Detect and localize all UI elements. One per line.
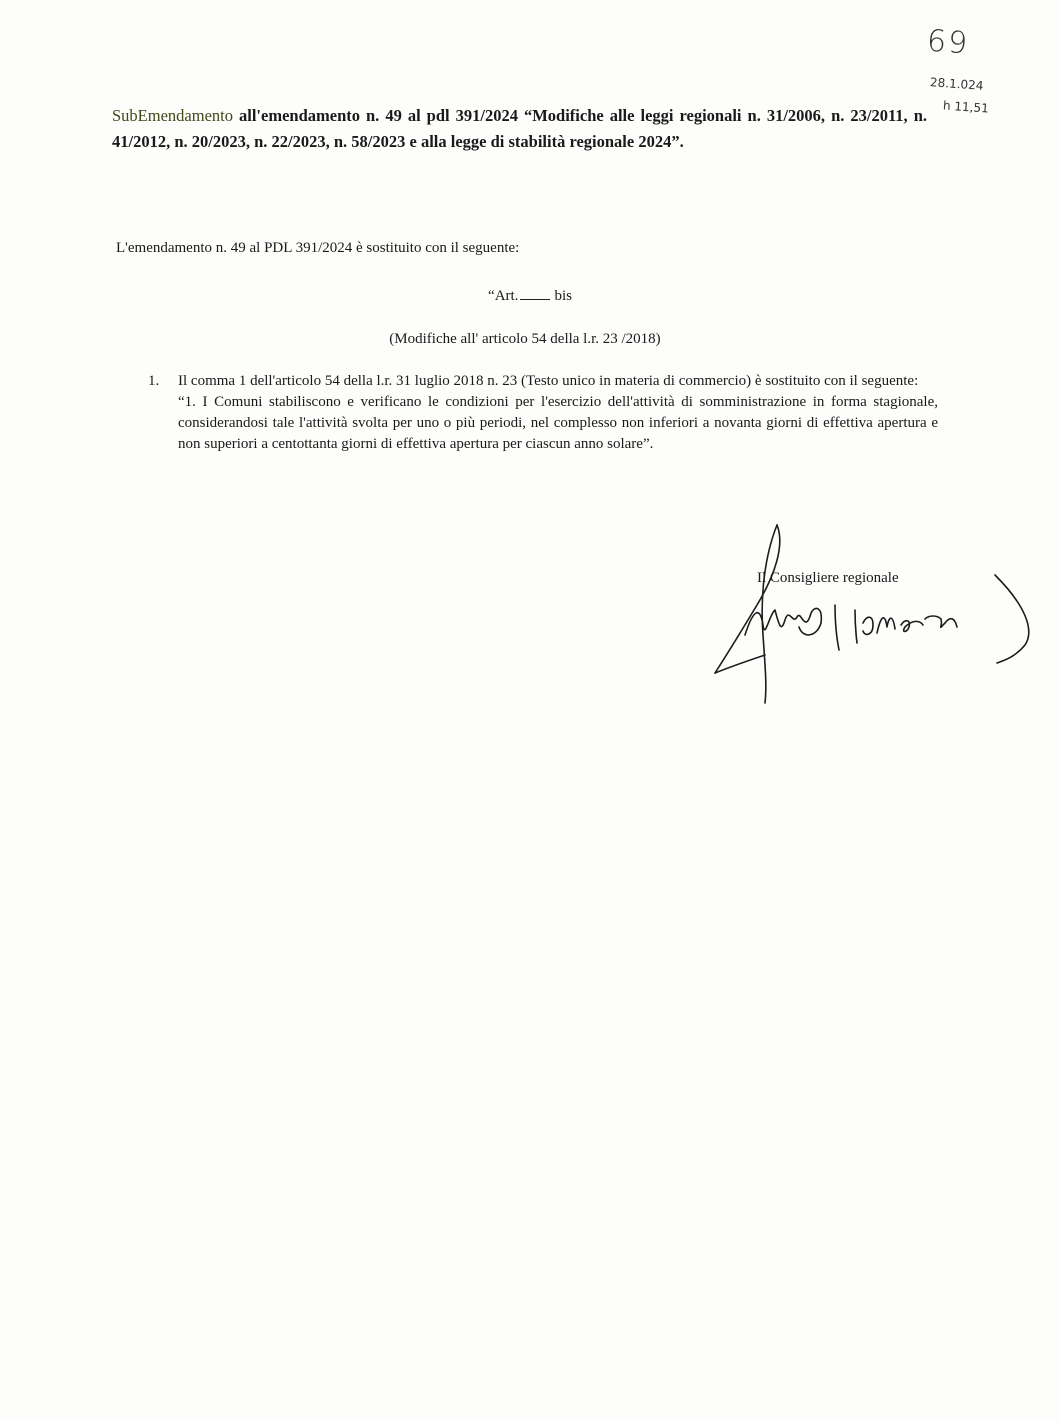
title-highlight: SubEmendamento: [112, 106, 233, 125]
handwritten-signature: [705, 515, 1045, 710]
article-heading: [0, 287, 1060, 305]
intro-paragraph: L'emendamento n. 49 al PDL 391/2024 è sostituito con il seguente:: [116, 240, 520, 256]
article-prefix: “Art.: [488, 288, 519, 304]
list-item-number: 1.: [148, 373, 160, 389]
list-item-quote: “1. I Comuni stabiliscono e verificano le condizioni per l'esercizio dell'attività di somministrazione in forma stagionale, considerandosi tale l'attività svolta per uno o più periodi, nel complesso non inferiori a novanta giorni di effettiva apertura e non superiori a centottanta giorni di effettiva apertura per ciascun anno solare”.: [178, 394, 938, 452]
article-subheading: (Modifiche all' articolo 54 della l.r. 23 /2018): [389, 331, 661, 347]
title-rest: all'emendamento n. 49 al pdl 391/2024 “Modifiche alle leggi regionali n. 31/2006, n. 23/2011, n. 41/2012, n. 20/2023, n. 22/2023, n. 58/2023 e alla legge di stabilità regionale 2024”.: [112, 106, 927, 151]
handwritten-protocol-annotation: [915, 15, 1045, 135]
signature-label: Il Consigliere regionale: [757, 570, 899, 586]
signature-block: [705, 515, 1045, 710]
protocol-number: 69: [925, 23, 971, 62]
document-title: [112, 103, 927, 155]
list-item: [148, 371, 938, 455]
protocol-time: h 11,51: [942, 98, 990, 116]
list-item-body: [178, 371, 938, 455]
list-item-text: Il comma 1 dell'articolo 54 della l.r. 31 luglio 2018 n. 23 (Testo unico in materia di commercio) è sostituito con il seguente:: [178, 373, 919, 389]
article-suffix: bis: [554, 288, 572, 304]
article-number-blank: [520, 287, 550, 300]
protocol-date: 28.1.024: [929, 75, 984, 93]
